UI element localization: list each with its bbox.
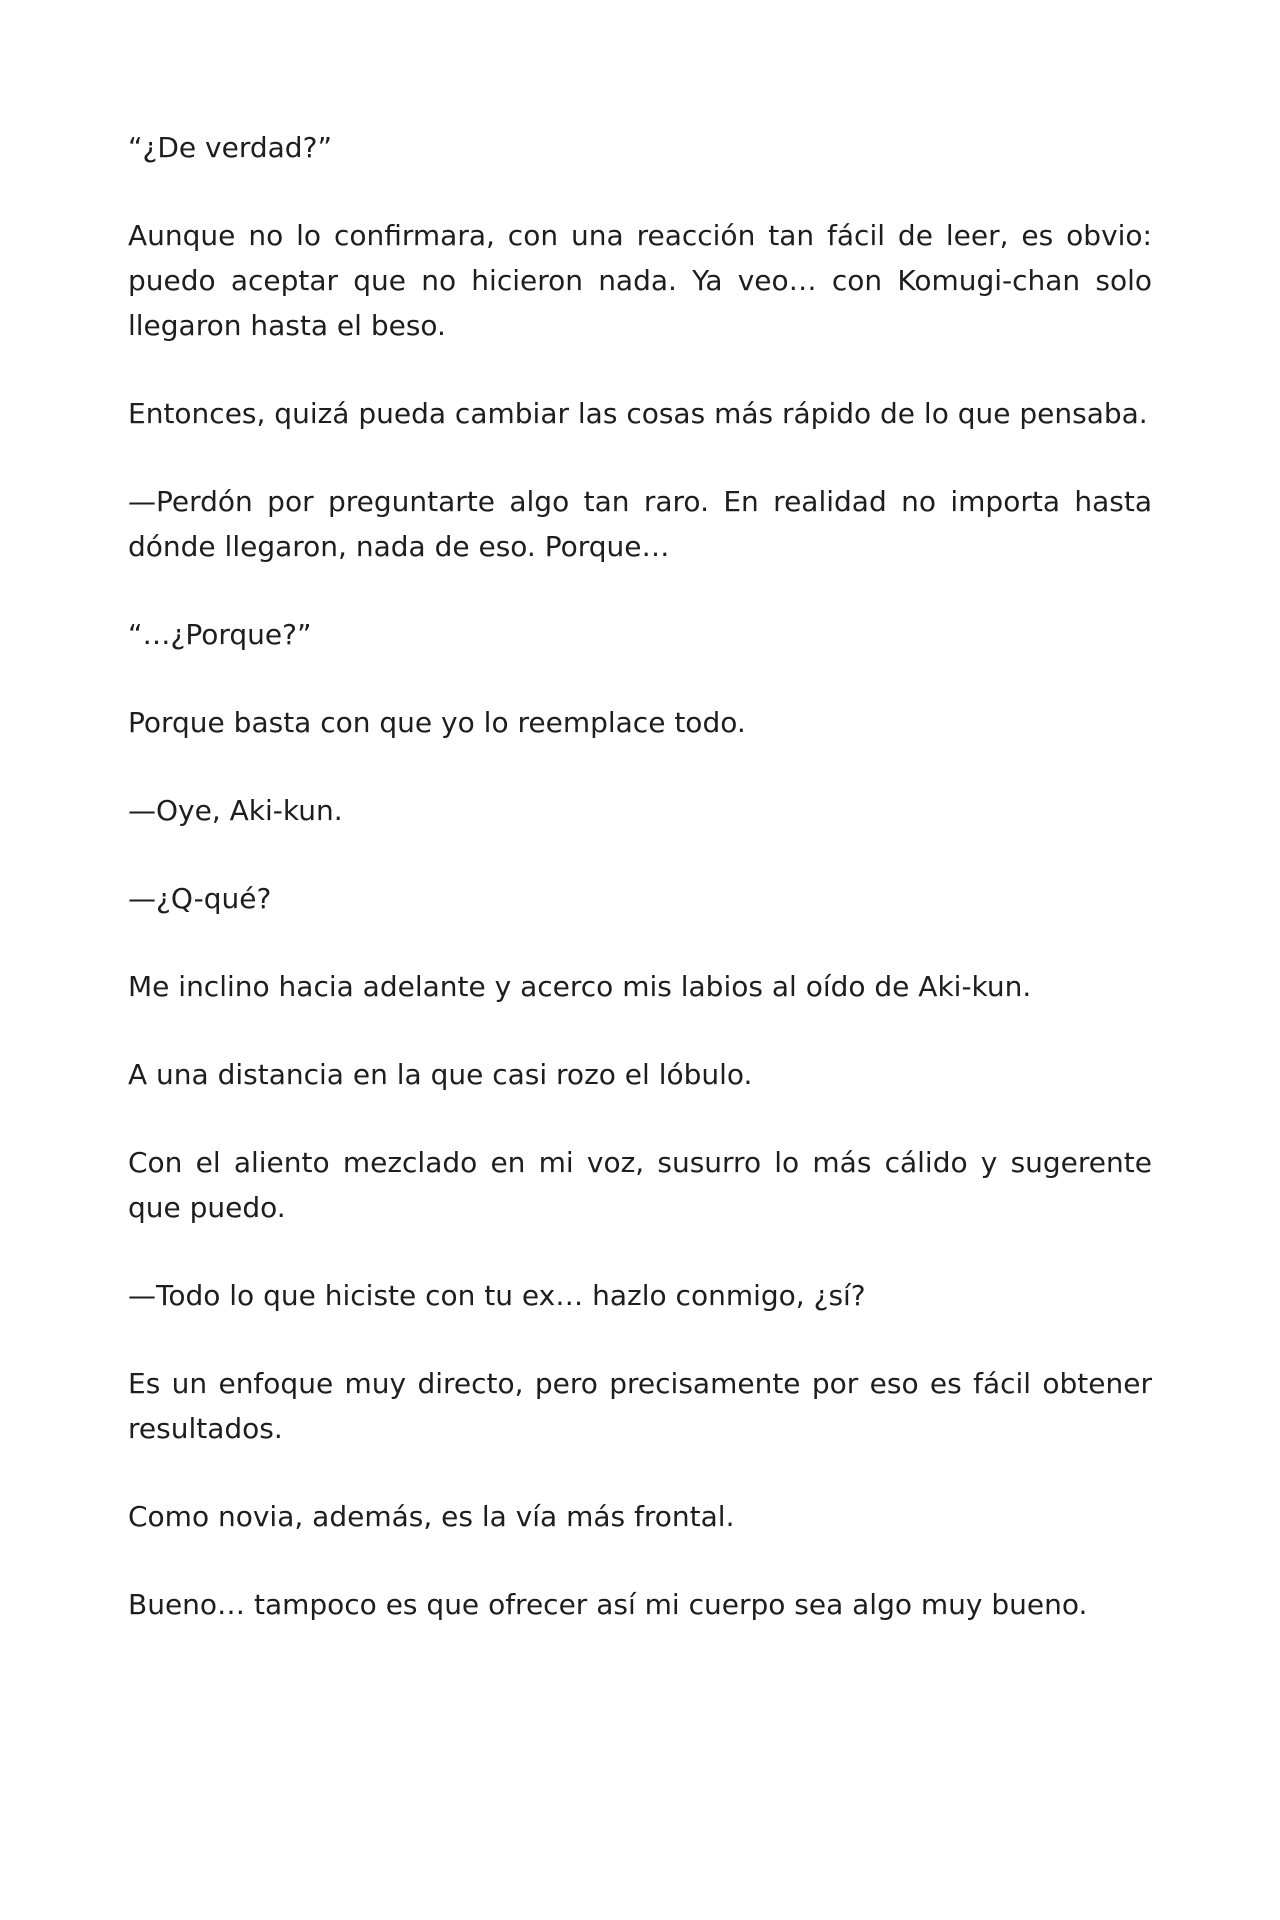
paragraph: Como novia, además, es la vía más frontal. bbox=[128, 1500, 735, 1533]
paragraph: Con el aliento mezclado en mi voz, susurro lo más cálido y sugerente que puedo. bbox=[128, 1146, 1152, 1224]
paragraph: —Todo lo que hiciste con tu ex… hazlo conmigo, ¿sí? bbox=[128, 1279, 866, 1312]
paragraph: —Oye, Aki-kun. bbox=[128, 794, 343, 827]
paragraph: Es un enfoque muy directo, pero precisamente por eso es fácil obtener resultados. bbox=[128, 1367, 1152, 1445]
paragraph: Aunque no lo confirmara, con una reacción tan fácil de leer, es obvio: puedo aceptar que no hicieron nada. Ya veo… con Komugi-chan solo llegaron hasta el beso. bbox=[128, 219, 1152, 342]
paragraph: A una distancia en la que casi rozo el lóbulo. bbox=[128, 1058, 753, 1091]
paragraph: “¿De verdad?” bbox=[128, 131, 332, 164]
paragraph: Bueno… tampoco es que ofrecer así mi cuerpo sea algo muy bueno. bbox=[128, 1588, 1088, 1621]
paragraph: Me inclino hacia adelante y acerco mis labios al oído de Aki-kun. bbox=[128, 970, 1032, 1003]
paragraph: “…¿Porque?” bbox=[128, 618, 312, 651]
paragraph: Porque basta con que yo lo reemplace todo. bbox=[128, 706, 746, 739]
paragraph: —¿Q-qué? bbox=[128, 882, 272, 915]
paragraph: —Perdón por preguntarte algo tan raro. En realidad no importa hasta dónde llegaron, nada de eso. Porque… bbox=[128, 485, 1152, 563]
paragraph: Entonces, quizá pueda cambiar las cosas más rápido de lo que pensaba. bbox=[128, 397, 1148, 430]
page-body bbox=[128, 125, 1152, 1670]
